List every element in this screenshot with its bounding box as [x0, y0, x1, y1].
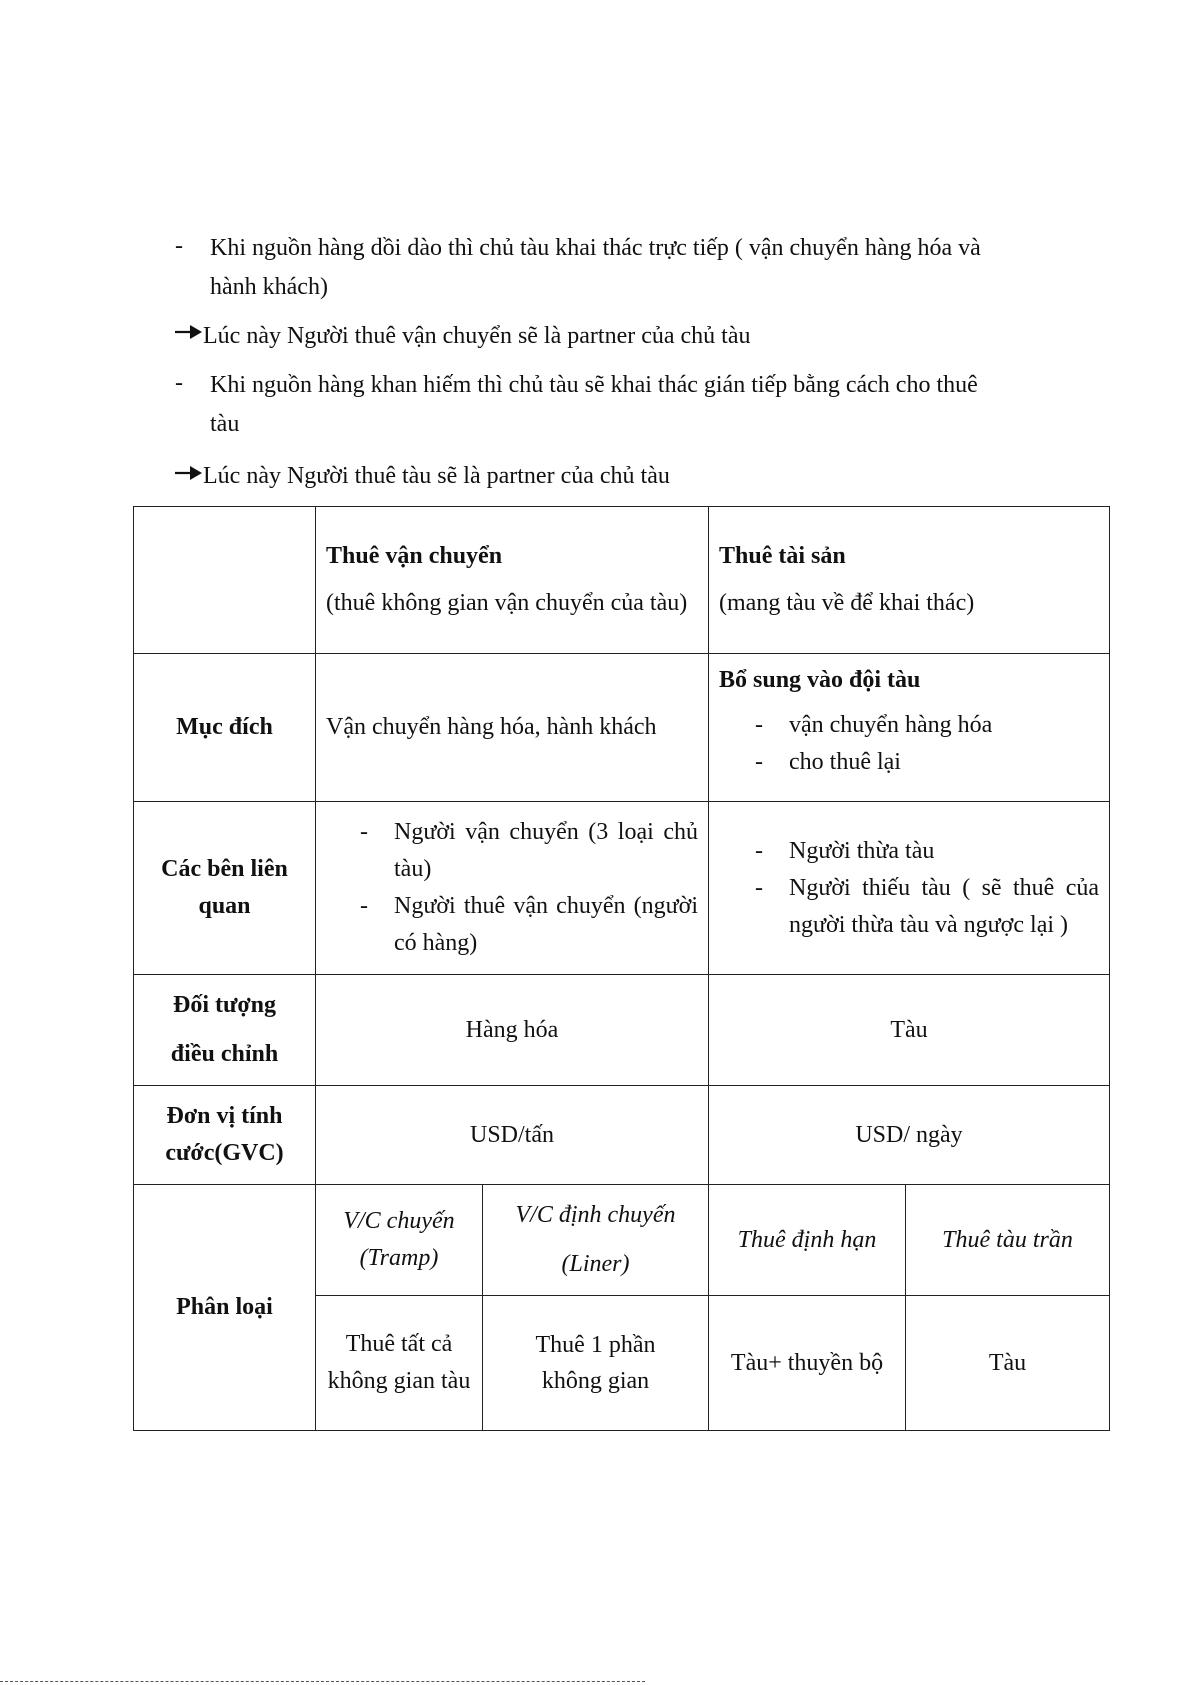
paragraph-1-line-2: hành khách) — [210, 274, 328, 300]
row-label-line: Đơn vị tính — [166, 1103, 283, 1129]
detail-cell: Thuê 1 phần không gian — [483, 1296, 709, 1431]
row-label: Mục đích — [134, 654, 316, 802]
empty-corner-cell — [134, 507, 316, 654]
unit-transport-cell: USD/tấn — [316, 1086, 709, 1185]
table-row-parties — [134, 802, 1110, 975]
header-cell-transport-hire — [316, 507, 709, 654]
table-row-unit — [134, 1086, 1110, 1185]
type-line: (Liner) — [561, 1251, 630, 1277]
list-item: - Người thừa tàu — [755, 833, 1099, 870]
parties-asset-list — [755, 833, 1099, 944]
row-label-line: Đối tượng — [172, 992, 277, 1018]
detail-cell: Tàu — [906, 1296, 1110, 1431]
parties-asset-cell — [709, 802, 1110, 975]
detail-cell: Thuê tất cả không gian tàu — [316, 1296, 483, 1431]
header-cell-asset-hire — [709, 507, 1110, 654]
table-row-object — [134, 975, 1110, 1086]
header-subtitle: (mang tàu về để khai thác) — [719, 590, 975, 616]
header-title: Thuê vận chuyển — [326, 543, 503, 569]
list-item: - Người thuê vận chuyển (người có hàng) — [360, 888, 698, 962]
paragraph-2-line-2: tàu — [210, 411, 240, 437]
paragraph-2-line-1: Khi nguồn hàng khan hiếm thì chủ tàu sẽ khai thác gián tiếp bằng cách cho thuê — [210, 372, 978, 398]
arrow-right-icon — [174, 463, 204, 490]
row-label — [134, 975, 316, 1086]
cell-title: Bổ sung vào đội tàu — [719, 667, 921, 693]
paragraph-1-line-1: Khi nguồn hàng dồi dào thì chủ tàu khai thác trực tiếp ( vận chuyển hàng hóa và — [210, 235, 981, 261]
arrow-right-icon — [174, 322, 204, 349]
row-label-line: cước(GVC) — [165, 1140, 284, 1166]
table-header-row — [134, 507, 1110, 654]
type-line: V/C chuyến — [343, 1208, 455, 1234]
header-title: Thuê tài sản — [719, 543, 846, 569]
row-label: Phân loại — [134, 1185, 316, 1431]
paragraph-2-result: Lúc này Người thuê tàu sẽ là partner của chủ tàu — [203, 463, 670, 489]
type-line: V/C định chuyến — [515, 1202, 676, 1228]
header-subtitle: (thuê không gian vận chuyển của tàu) — [326, 590, 688, 616]
bullet-dash: - — [175, 233, 183, 259]
list-item: - cho thuê lại — [755, 744, 1099, 781]
comparison-table — [133, 506, 1110, 1431]
row-label-line: Các bên liên — [161, 856, 288, 882]
row-label-line: quan — [198, 893, 251, 919]
type-cell-liner — [483, 1185, 709, 1296]
type-cell-time-charter: Thuê định hạn — [709, 1185, 906, 1296]
bullet-dash: - — [175, 370, 183, 396]
detail-cell: Tàu+ thuyền bộ — [709, 1296, 906, 1431]
row-label-line: điều chỉnh — [170, 1041, 279, 1067]
purpose-transport-cell: Vận chuyển hàng hóa, hành khách — [316, 654, 709, 802]
unit-asset-cell: USD/ ngày — [709, 1086, 1110, 1185]
object-transport-cell: Hàng hóa — [316, 975, 709, 1086]
list-item: - Người thiếu tàu ( sẽ thuê của người thừa tàu và ngược lại ) — [755, 870, 1099, 944]
parties-transport-cell — [316, 802, 709, 975]
list-item: - vận chuyển hàng hóa — [755, 707, 1099, 744]
type-cell-tramp — [316, 1185, 483, 1296]
purpose-asset-cell — [709, 654, 1110, 802]
purpose-list — [755, 707, 1099, 781]
parties-transport-list — [360, 814, 698, 962]
row-label — [134, 1086, 316, 1185]
object-asset-cell: Tàu — [709, 975, 1110, 1086]
row-label — [134, 802, 316, 975]
paragraph-1-result: Lúc này Người thuê vận chuyển sẽ là partner của chủ tàu — [203, 323, 751, 349]
type-cell-bareboat: Thuê tàu trần — [906, 1185, 1110, 1296]
table-row-purpose — [134, 654, 1110, 802]
table-row-classification-types — [134, 1185, 1110, 1296]
type-line: (Tramp) — [359, 1245, 439, 1271]
list-item: - Người vận chuyển (3 loại chủ tàu) — [360, 814, 698, 888]
page-bottom-rule — [0, 1681, 645, 1684]
